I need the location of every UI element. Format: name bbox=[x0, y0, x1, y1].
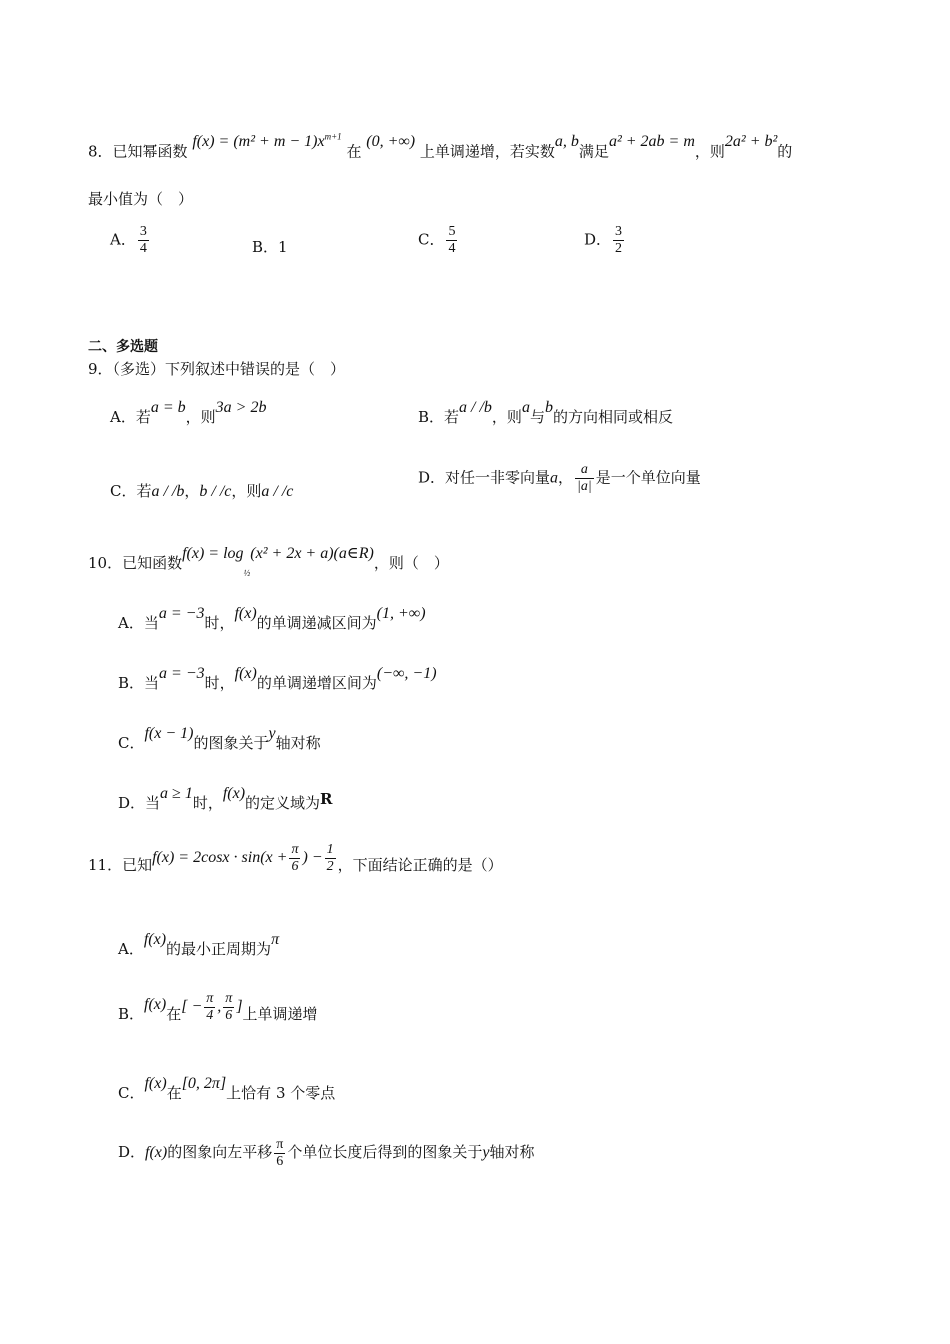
option-label: D．当 bbox=[118, 794, 161, 812]
option-value: 1 bbox=[278, 238, 288, 256]
q10-option-c[interactable] bbox=[118, 725, 321, 755]
q8-text-zai: 在 bbox=[346, 142, 362, 161]
option-label: B． bbox=[118, 1005, 145, 1023]
math: f(x) bbox=[234, 605, 257, 622]
text: 上恰有 3 个零点 bbox=[226, 1084, 336, 1102]
q8-interval: (0, +∞) bbox=[366, 133, 416, 151]
fraction: $\frac{3}{4}$ bbox=[139, 224, 147, 256]
option-label: C． bbox=[418, 230, 445, 249]
math: b / /c bbox=[199, 483, 232, 500]
text: 在 bbox=[166, 1005, 182, 1023]
q9-option-d[interactable] bbox=[418, 462, 701, 495]
q10-option-d[interactable] bbox=[118, 785, 333, 815]
text: 个单位长度后得到的图象关于 bbox=[287, 1143, 483, 1161]
math: 3a > 2b bbox=[215, 399, 267, 416]
option-label: B． bbox=[252, 238, 279, 256]
q11-number: 11．已知 bbox=[88, 856, 153, 874]
q11-head bbox=[88, 841, 503, 883]
fraction: $\frac{\pi}{6}$ bbox=[276, 1136, 284, 1169]
option-label: D． bbox=[118, 1143, 146, 1161]
math: a / /b bbox=[151, 483, 185, 500]
text: 的单调递减区间为 bbox=[256, 614, 377, 632]
math: a / /b bbox=[459, 399, 492, 416]
q8-line2: 最小值为（ ） bbox=[88, 190, 194, 208]
text: 的图象向左平移 bbox=[167, 1143, 273, 1161]
q11-function: f(x) = 2cosx · sin(x + $\frac{\pi}{6}$ ) − $\frac{1}{2}$ bbox=[152, 841, 334, 874]
math: a = −3 bbox=[158, 605, 205, 622]
text: 是一个单位向量 bbox=[595, 468, 701, 487]
math: a = −3 bbox=[159, 665, 205, 682]
text: ，下面结论正确的是（） bbox=[337, 856, 503, 874]
q8-text-de: 的 bbox=[777, 142, 793, 161]
fraction: $\frac{3}{2}$ bbox=[615, 224, 623, 256]
math: [ − $\frac{\pi}{4}$ , $\frac{\pi}{6}$ ] bbox=[181, 990, 243, 1023]
option-label: C．若 bbox=[110, 482, 152, 500]
q8-option-d[interactable] bbox=[584, 224, 626, 257]
q11-option-c[interactable] bbox=[118, 1075, 336, 1105]
option-label: A． bbox=[118, 940, 144, 958]
q9-option-c[interactable] bbox=[110, 480, 293, 503]
q9-option-a[interactable] bbox=[110, 399, 267, 429]
option-label: C． bbox=[118, 734, 145, 752]
math: π bbox=[271, 931, 280, 948]
q10-number: 10．已知函数 bbox=[88, 554, 183, 572]
math: a / /c bbox=[261, 483, 294, 500]
math: f(x) bbox=[145, 1144, 168, 1161]
text: 的单调递增区间为 bbox=[256, 674, 377, 692]
option-label: D．对任一非零向量 bbox=[418, 468, 551, 487]
option-label: A．当 bbox=[118, 614, 159, 632]
text: ，则（ ） bbox=[373, 554, 449, 572]
option-label: D． bbox=[584, 230, 612, 249]
math: (−∞, −1) bbox=[376, 665, 437, 682]
math: a bbox=[550, 469, 559, 487]
text: ，则 bbox=[185, 408, 216, 426]
fraction: $\frac{5}{4}$ bbox=[448, 224, 456, 256]
text: 的方向相同或相反 bbox=[552, 408, 673, 426]
math: b bbox=[544, 399, 553, 416]
q8-ab: a, b bbox=[554, 133, 579, 151]
q8-text-then: ，则 bbox=[694, 142, 725, 161]
math: y bbox=[268, 725, 276, 742]
math: (1, +∞) bbox=[376, 605, 426, 622]
q10-function: $f(x) = \log_{\frac{1}{2}}(x^2 + 2x$ + a)(a∈R) bbox=[182, 545, 374, 579]
q8-expression: 2a² + b² bbox=[724, 133, 778, 151]
q11-option-b[interactable] bbox=[118, 990, 318, 1035]
math: f(x − 1) bbox=[144, 725, 194, 742]
text: 的最小正周期为 bbox=[166, 940, 272, 958]
math: f(x) bbox=[234, 665, 257, 682]
q8-exponent: m+1 bbox=[324, 132, 342, 142]
option-label: B．若 bbox=[418, 408, 460, 426]
q8-option-c[interactable] bbox=[418, 224, 459, 257]
text: 时， bbox=[192, 794, 223, 812]
text: 轴对称 bbox=[275, 734, 321, 752]
text: ， bbox=[558, 468, 574, 487]
math: [0, 2π] bbox=[181, 1075, 227, 1092]
option-label: A．若 bbox=[110, 408, 151, 426]
q9-head: 9．（多选）下列叙述中错误的是（ ） bbox=[88, 360, 346, 378]
q10-head bbox=[88, 545, 449, 580]
q8-number: 8． bbox=[88, 142, 113, 161]
math: f(x) bbox=[144, 1075, 167, 1092]
text: ， bbox=[184, 482, 200, 500]
text: 的图象关于 bbox=[193, 734, 269, 752]
q8-condition: a² + 2ab = m bbox=[608, 133, 695, 151]
q10-option-b[interactable] bbox=[118, 665, 437, 695]
q8-text-cond: 上单调递增，若实数 bbox=[419, 142, 555, 161]
section-title: 二、多选题 bbox=[88, 339, 158, 355]
math: a bbox=[521, 399, 530, 416]
q8-function: $f(x) = (m^2 + m - 1)x^{m+1}$ bbox=[192, 132, 342, 151]
q8-line1 bbox=[88, 132, 793, 163]
q8-option-b[interactable] bbox=[252, 236, 288, 258]
text: 时， bbox=[204, 674, 235, 692]
option-label: C． bbox=[118, 1084, 145, 1102]
q11-option-d[interactable] bbox=[118, 1132, 534, 1173]
math: R bbox=[320, 790, 333, 808]
math: a ≥ 1 bbox=[160, 785, 193, 802]
math: y bbox=[482, 1144, 490, 1161]
q11-option-a[interactable] bbox=[118, 931, 280, 961]
option-label: A． bbox=[110, 230, 136, 249]
log-base: ½ bbox=[243, 568, 251, 579]
math: f(x) bbox=[144, 996, 167, 1013]
fraction: $\frac{a}{|a|}$ bbox=[577, 462, 592, 494]
math: a = b bbox=[150, 399, 186, 416]
math: f(x) bbox=[222, 785, 246, 802]
q8-text: 已知幂函数 bbox=[112, 142, 188, 161]
text: ，则 bbox=[231, 482, 262, 500]
q8-text-satisfy: 满足 bbox=[578, 142, 609, 161]
text: 在 bbox=[166, 1084, 182, 1102]
q9-option-b[interactable] bbox=[418, 399, 673, 429]
text: ，则 bbox=[491, 408, 522, 426]
option-label: B．当 bbox=[118, 674, 160, 692]
text: 上单调递增 bbox=[242, 1005, 318, 1023]
text: 时， bbox=[204, 614, 235, 632]
text: 轴对称 bbox=[489, 1143, 535, 1161]
q8-option-a[interactable] bbox=[110, 224, 151, 257]
math: f(x) bbox=[143, 931, 167, 948]
q10-option-a[interactable] bbox=[118, 605, 426, 635]
text: 的定义域为 bbox=[245, 794, 321, 812]
text: 与 bbox=[529, 408, 545, 426]
